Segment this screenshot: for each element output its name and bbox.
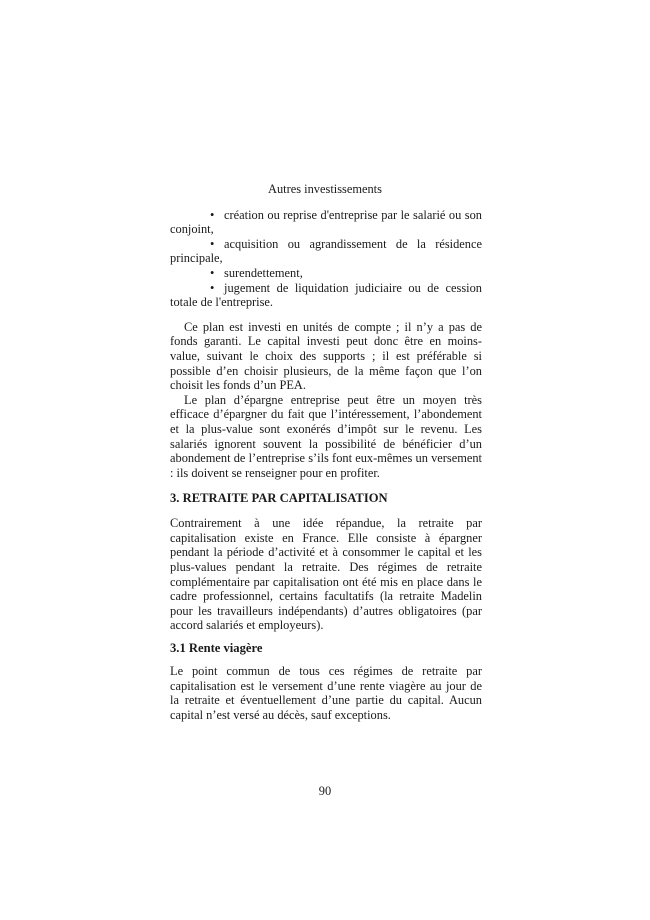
paragraph: Le point commun de tous ces régimes de retraite par capitalisation est le versement d’une rente viagère au jour de la retraite et éventuellement d’une partie du capital. Aucun capital n’est versé au décès, sauf exceptions.: [170, 664, 482, 722]
list-item: [170, 208, 482, 237]
section-heading: 3. RETRAITE PAR CAPITALISATION: [170, 491, 388, 506]
bullet-icon: •: [210, 207, 215, 222]
list-item-text: acquisition ou agrandissement de la résidence principale,: [170, 236, 482, 266]
list-item: [170, 237, 482, 266]
paragraph: Ce plan est investi en unités de compte ; il n’y a pas de fonds garanti. Le capital investi peut donc être en moins-value, suivant le choix des supports ; il est préférable si possible d’en choisir plusieurs, de la même façon que l’on choisit les fonds d’un PEA.: [170, 319, 482, 393]
bullet-icon: •: [210, 265, 215, 280]
bullet-icon: •: [210, 280, 215, 295]
running-header: Autres investissements: [268, 182, 382, 196]
list-item-text: surendettement,: [224, 265, 303, 280]
subsection-heading: 3.1 Rente viagère: [170, 641, 263, 656]
paragraph: Contrairement à une idée répandue, la retraite par capitalisation existe en France. Elle consiste à épargner pendant la période d’activité et à consommer le capital et les plus-values pendant la retraite. Des régimes de retraite complémentaire par capitalisation ont été mis en place dans le cadre professionnel, certains facultatifs (la retraite Madelin pour les travailleurs indépendants) d’autres obligatoires (par accord salariés et employeurs).: [170, 516, 482, 633]
page-number: 90: [318, 784, 332, 799]
bullet-icon: •: [210, 236, 215, 251]
paragraph: Le plan d’épargne entreprise peut être un moyen très efficace d’épargner du fait que l’intéressement, l’abondement et la plus-value sont exonérés d’impôt sur le revenu. Les salariés ignorent souvent la possibilité de bénéficier d’un abondement de l’entreprise s’ils font eux-mêmes un versement : ils doivent se renseigner pour en profiter.: [170, 392, 482, 480]
page-body: [170, 208, 482, 723]
bullet-list: [170, 208, 482, 310]
list-item: [170, 281, 482, 310]
list-item-text: jugement de liquidation judiciaire ou de cession totale de l'entreprise.: [170, 280, 482, 310]
list-item-text: création ou reprise d'entreprise par le salarié ou son conjoint,: [170, 207, 482, 237]
list-item: [170, 266, 482, 281]
